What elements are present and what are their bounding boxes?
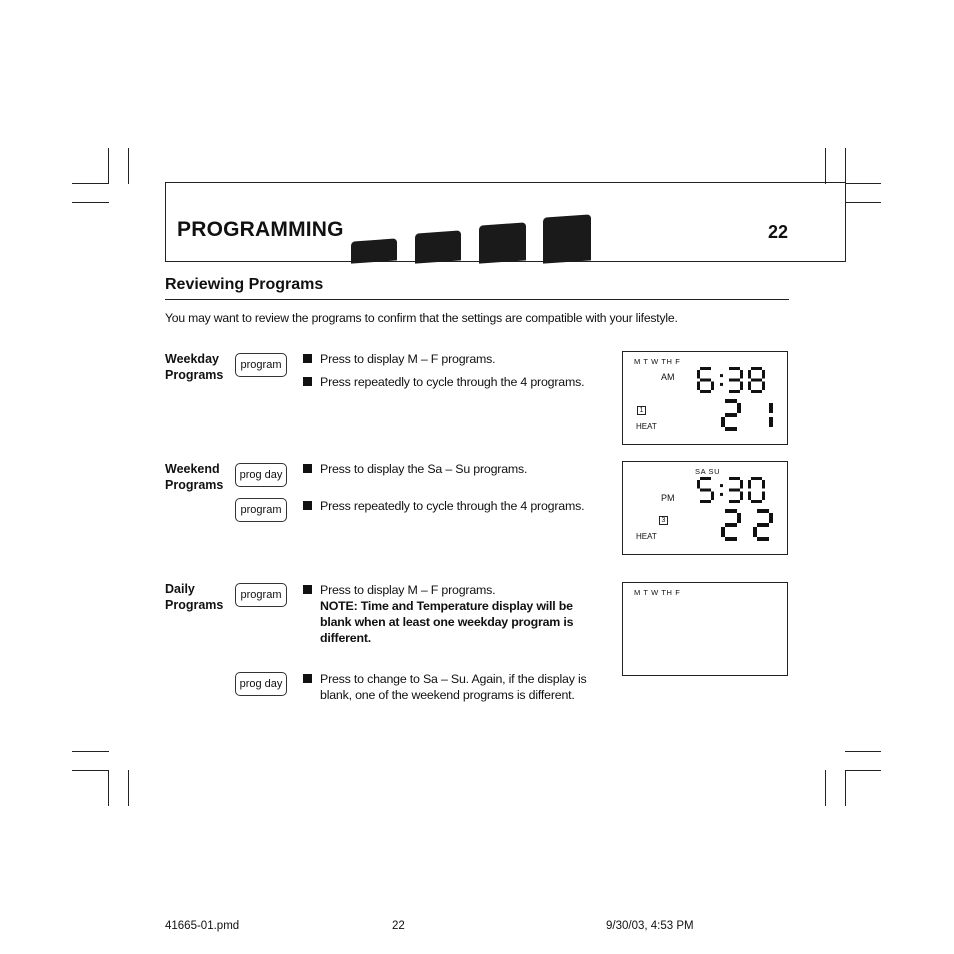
crop-mark — [845, 148, 846, 184]
bullet-square-icon — [303, 464, 312, 473]
note-text: NOTE: Time and Temperature display will be blank when at least one weekday program is different. — [320, 599, 574, 645]
crop-mark — [825, 148, 826, 184]
crop-mark — [72, 770, 109, 771]
crop-mark — [108, 770, 109, 806]
crop-mark — [845, 770, 846, 806]
crop-mark — [108, 148, 109, 184]
crop-mark — [72, 751, 109, 752]
crop-mark — [845, 202, 881, 203]
display-program-number: 1 — [637, 406, 646, 415]
daily-label-line1: Daily — [165, 582, 195, 596]
bullet-text — [320, 582, 595, 646]
display-ampm: PM — [661, 493, 675, 503]
display-temperature — [721, 399, 783, 433]
header-tab — [543, 214, 591, 263]
crop-mark — [128, 770, 129, 806]
program-button[interactable]: program — [235, 498, 287, 522]
crop-mark — [845, 183, 881, 184]
bullet-square-icon — [303, 674, 312, 683]
display-days: SA SU — [695, 467, 721, 476]
thermostat-display-weekday — [622, 351, 788, 445]
program-button[interactable]: program — [235, 353, 287, 377]
weekend-label — [165, 461, 223, 493]
display-mode: HEAT — [636, 422, 657, 431]
daily-label — [165, 581, 223, 613]
crop-mark — [72, 202, 109, 203]
weekday-label-line2: Programs — [165, 368, 224, 382]
footer-page-number: 22 — [392, 920, 405, 932]
bullet-text: Press repeatedly to cycle through the 4 programs. — [320, 375, 585, 389]
header-tab — [415, 230, 461, 263]
prog-day-button[interactable]: prog day — [235, 463, 287, 487]
section-divider — [165, 299, 789, 300]
bullet-text: Press to change to Sa – Su. Again, if the display is blank, one of the weekend programs is different. — [320, 672, 587, 702]
weekday-label — [165, 351, 223, 383]
crop-mark — [845, 751, 881, 752]
crop-mark — [128, 148, 129, 184]
display-temperature — [721, 509, 783, 543]
footer-timestamp: 9/30/03, 4:53 PM — [606, 920, 694, 932]
header-tab — [479, 222, 526, 263]
bullet-square-icon — [303, 501, 312, 510]
lcd-colon — [720, 374, 723, 377]
weekend-label-line2: Programs — [165, 478, 224, 492]
footer-filename: 41665-01.pmd — [165, 920, 240, 932]
header-tab — [351, 238, 397, 263]
display-mode: HEAT — [636, 532, 657, 541]
display-time — [697, 367, 783, 395]
display-ampm: AM — [661, 372, 675, 382]
crop-mark — [825, 770, 826, 806]
lcd-colon — [720, 383, 723, 386]
daily-label-line2: Programs — [165, 598, 224, 612]
thermostat-display-weekend — [622, 461, 788, 555]
intro-text: You may want to review the programs to confirm that the settings are compatible with your lifestyle. — [165, 311, 678, 325]
page-title: PROGRAMMING — [177, 218, 344, 241]
bullet-square-icon — [303, 354, 312, 363]
bullet-text: Press repeatedly to cycle through the 4 programs. — [320, 499, 585, 513]
bullet-square-icon — [303, 377, 312, 386]
bullet-text: Press to display the Sa – Su programs. — [320, 462, 528, 476]
display-time — [697, 477, 783, 505]
lcd-colon — [720, 484, 723, 487]
bullet-text: Press to display M – F programs. — [320, 352, 496, 366]
bullet-square-icon — [303, 585, 312, 594]
crop-mark — [72, 183, 109, 184]
crop-mark — [845, 770, 881, 771]
display-program-number: 3 — [659, 516, 668, 525]
bullet-text-line: Press to display M – F programs. — [320, 583, 496, 597]
program-button[interactable]: program — [235, 583, 287, 607]
weekend-label-line1: Weekend — [165, 462, 220, 476]
display-days: M T W TH F — [634, 588, 681, 597]
display-days: M T W TH F — [634, 357, 681, 366]
prog-day-button[interactable]: prog day — [235, 672, 287, 696]
page-number: 22 — [768, 222, 789, 242]
section-title: Reviewing Programs — [165, 276, 324, 293]
weekday-label-line1: Weekday — [165, 352, 219, 366]
thermostat-display-daily — [622, 582, 788, 676]
lcd-colon — [720, 493, 723, 496]
